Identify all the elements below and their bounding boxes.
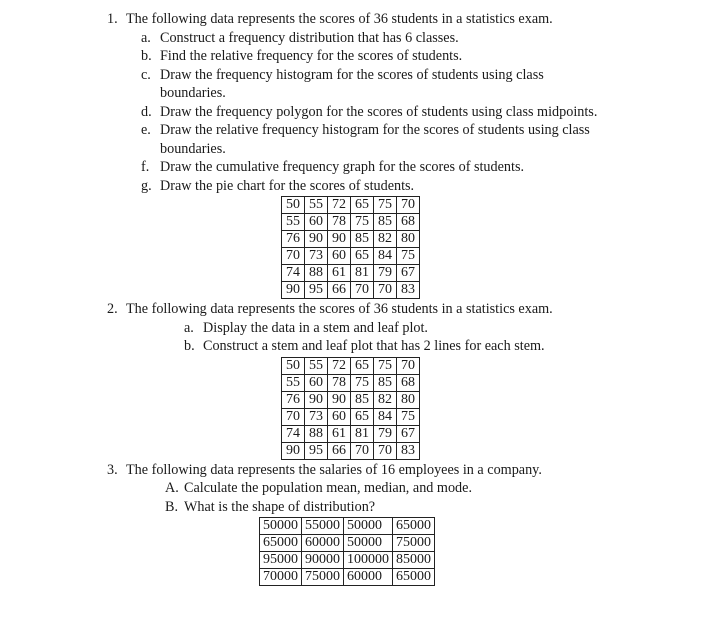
table-cell: 80	[397, 231, 420, 248]
table-cell: 73	[305, 408, 328, 425]
table-cell: 67	[397, 265, 420, 282]
sub-item-b	[141, 47, 720, 66]
table-cell: 90	[282, 282, 305, 299]
table-cell: 60000	[344, 569, 393, 586]
sub-item-text: Draw the cumulative frequency graph for the scores of students.	[160, 159, 525, 175]
question-text: The following data represents the salaries of 16 employees in a company.	[126, 461, 542, 478]
table-row	[282, 391, 420, 408]
question-number: 3.	[107, 461, 118, 478]
table-cell: 75	[374, 197, 397, 214]
scores-table-2	[281, 357, 420, 460]
sub-item-g	[141, 177, 720, 196]
sub-item-text: What is the shape of distribution?	[184, 498, 376, 515]
sub-item-text: Construct a frequency distribution that has 6 classes.	[160, 29, 459, 46]
table-row	[282, 425, 420, 442]
table-row	[282, 231, 420, 248]
table-cell: 70	[397, 357, 420, 374]
table-cell: 70	[282, 248, 305, 265]
table-cell: 55	[282, 214, 305, 231]
question-2-items	[0, 319, 720, 356]
table-cell: 76	[282, 391, 305, 408]
question-3	[107, 461, 720, 480]
table-cell: 78	[328, 374, 351, 391]
table-cell: 100000	[344, 552, 393, 569]
sub-item-label: e.	[141, 122, 151, 138]
table-cell: 50	[282, 197, 305, 214]
table-cell: 55	[305, 197, 328, 214]
table-row	[282, 408, 420, 425]
table-cell: 50000	[260, 518, 302, 535]
table-cell: 75	[397, 248, 420, 265]
sub-item-text: Draw the relative frequency histogram for the scores of students using class boundaries.	[160, 122, 590, 157]
sub-item-text: Draw the frequency histogram for the scores of students using class boundaries.	[160, 66, 544, 101]
table-row	[282, 197, 420, 214]
table-cell: 70	[374, 442, 397, 459]
sub-item-label: B.	[165, 498, 179, 515]
question-number: 1.	[107, 11, 118, 27]
worksheet	[0, 10, 720, 587]
table-cell: 66	[328, 442, 351, 459]
table-cell: 95000	[260, 552, 302, 569]
sub-item-f	[141, 158, 720, 177]
table-cell: 75000	[302, 569, 344, 586]
table-cell: 85	[351, 231, 374, 248]
table-cell: 65000	[260, 535, 302, 552]
table-cell: 74	[282, 425, 305, 442]
table-cell: 70	[351, 282, 374, 299]
table-row	[282, 265, 420, 282]
table-cell: 75	[351, 214, 374, 231]
sub-item-text: Display the data in a stem and leaf plot.	[203, 319, 428, 336]
table-cell: 82	[374, 391, 397, 408]
table-cell: 84	[374, 408, 397, 425]
question-2	[107, 300, 720, 319]
table-cell: 95	[305, 442, 328, 459]
table-cell: 85000	[393, 552, 435, 569]
table-cell: 75	[351, 374, 374, 391]
sub-item-a	[184, 319, 720, 338]
sub-item-A	[165, 479, 720, 498]
table-cell: 90	[328, 391, 351, 408]
sub-item-c	[141, 66, 720, 103]
table-cell: 88	[305, 425, 328, 442]
table-cell: 68	[397, 214, 420, 231]
table-cell: 83	[397, 282, 420, 299]
table-cell: 72	[328, 357, 351, 374]
table-cell: 55000	[302, 518, 344, 535]
table-cell: 70	[351, 442, 374, 459]
table-cell: 80	[397, 391, 420, 408]
scores-table-1	[281, 196, 420, 299]
sub-item-label: a.	[184, 319, 194, 336]
table-cell: 55	[305, 357, 328, 374]
sub-item-label: A.	[165, 480, 179, 496]
sub-item-label: c.	[141, 66, 151, 83]
table-cell: 79	[374, 425, 397, 442]
sub-item-label: b.	[184, 338, 195, 354]
table-row	[282, 442, 420, 459]
table-cell: 50	[282, 357, 305, 374]
table-cell: 85	[351, 391, 374, 408]
table-cell: 84	[374, 248, 397, 265]
table-cell: 70	[397, 197, 420, 214]
sub-item-text: Find the relative frequency for the scores of students.	[160, 48, 463, 64]
sub-item-e	[141, 121, 720, 158]
table-cell: 81	[351, 425, 374, 442]
sub-item-label: a.	[141, 29, 151, 46]
table-cell: 50000	[344, 518, 393, 535]
table-cell: 65000	[393, 569, 435, 586]
table-cell: 60	[305, 374, 328, 391]
table-cell: 75000	[393, 535, 435, 552]
sub-item-B	[165, 498, 720, 517]
table-row	[282, 357, 420, 374]
table-cell: 66	[328, 282, 351, 299]
sub-item-a	[141, 29, 720, 48]
table-cell: 75	[374, 357, 397, 374]
table-cell: 65	[351, 197, 374, 214]
question-text: The following data represents the scores of 36 students in a statistics exam.	[126, 301, 553, 317]
table-cell: 90	[282, 442, 305, 459]
question-3-items	[0, 479, 720, 516]
sub-item-label: d.	[141, 103, 152, 120]
table-cell: 70	[374, 282, 397, 299]
table-row	[282, 248, 420, 265]
sub-item-label: f.	[141, 159, 150, 175]
table-row	[260, 535, 435, 552]
question-1	[107, 10, 720, 29]
table-cell: 72	[328, 197, 351, 214]
table-cell: 65000	[393, 518, 435, 535]
table-cell: 61	[328, 425, 351, 442]
question-text: The following data represents the scores of 36 students in a statistics exam.	[126, 11, 553, 27]
table-cell: 60	[305, 214, 328, 231]
table-cell: 83	[397, 442, 420, 459]
table-cell: 50000	[344, 535, 393, 552]
sub-item-b	[184, 337, 720, 356]
table-row	[282, 374, 420, 391]
table-cell: 90000	[302, 552, 344, 569]
table-cell: 76	[282, 231, 305, 248]
table-cell: 65	[351, 357, 374, 374]
table-cell: 74	[282, 265, 305, 282]
table-cell: 70000	[260, 569, 302, 586]
table-row	[282, 282, 420, 299]
question-number: 2.	[107, 301, 118, 317]
sub-item-text: Calculate the population mean, median, and mode.	[184, 480, 472, 496]
salaries-table	[259, 517, 435, 586]
sub-item-label: b.	[141, 48, 152, 64]
sub-item-text: Draw the frequency polygon for the scores of students using class midpoints.	[160, 103, 598, 120]
table-cell: 65	[351, 408, 374, 425]
question-1-items	[0, 29, 720, 196]
table-cell: 55	[282, 374, 305, 391]
table-cell: 61	[328, 265, 351, 282]
table-cell: 81	[351, 265, 374, 282]
table-cell: 75	[397, 408, 420, 425]
sub-item-d	[141, 103, 720, 122]
table-cell: 78	[328, 214, 351, 231]
table-row	[282, 214, 420, 231]
table-cell: 73	[305, 248, 328, 265]
sub-item-label: g.	[141, 177, 152, 194]
table-cell: 90	[305, 391, 328, 408]
table-cell: 60	[328, 408, 351, 425]
table-cell: 60	[328, 248, 351, 265]
table-cell: 88	[305, 265, 328, 282]
table-cell: 82	[374, 231, 397, 248]
table-cell: 90	[305, 231, 328, 248]
table-row	[260, 518, 435, 535]
table-row	[260, 569, 435, 586]
table-cell: 79	[374, 265, 397, 282]
table-cell: 90	[328, 231, 351, 248]
table-cell: 60000	[302, 535, 344, 552]
sub-item-text: Draw the pie chart for the scores of students.	[160, 177, 415, 194]
table-cell: 68	[397, 374, 420, 391]
table-cell: 65	[351, 248, 374, 265]
table-row	[260, 552, 435, 569]
table-cell: 85	[374, 214, 397, 231]
table-cell: 70	[282, 408, 305, 425]
table-cell: 67	[397, 425, 420, 442]
table-cell: 95	[305, 282, 328, 299]
sub-item-text: Construct a stem and leaf plot that has 2 lines for each stem.	[203, 338, 545, 354]
table-cell: 85	[374, 374, 397, 391]
